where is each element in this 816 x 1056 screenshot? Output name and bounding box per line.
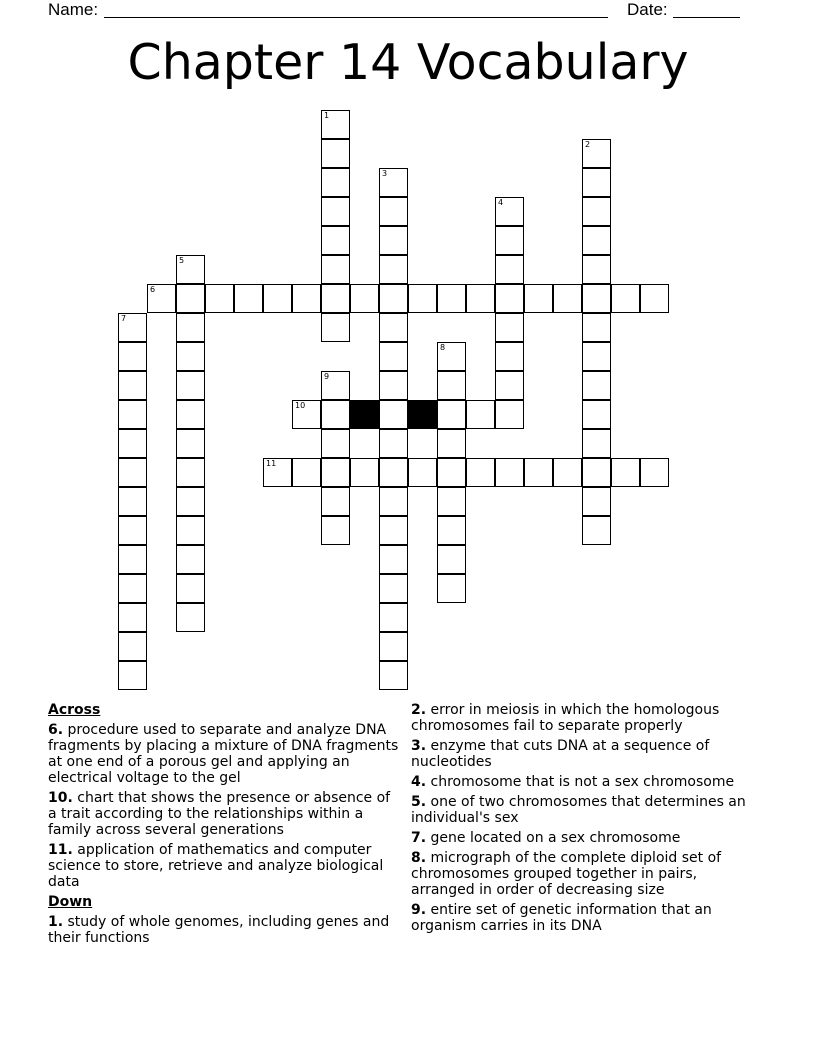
cell-number: 10 (295, 401, 306, 410)
clue-number: 5. (411, 794, 427, 810)
grid-cell[interactable] (176, 603, 205, 632)
grid-cell[interactable] (495, 284, 524, 313)
grid-cell[interactable] (147, 284, 176, 313)
down-heading: Down (48, 894, 93, 910)
grid-cell[interactable] (611, 284, 640, 313)
grid-cell[interactable] (437, 574, 466, 603)
grid-cell[interactable] (582, 487, 611, 516)
grid-cell[interactable] (321, 516, 350, 545)
grid-cell[interactable] (263, 284, 292, 313)
grid-cell[interactable] (321, 313, 350, 342)
grid-cell[interactable] (582, 400, 611, 429)
grid-cell[interactable] (495, 226, 524, 255)
grid-cell[interactable] (292, 458, 321, 487)
grid-cell[interactable] (495, 342, 524, 371)
grid-cell[interactable] (118, 545, 147, 574)
clue-number: 6. (48, 722, 64, 738)
clue-text: procedure used to separate and analyze DNA fragments by placing a mixture of DNA fragments at one end of a porous gel and applying an electrical voltage to the gel (48, 722, 399, 786)
grid-cell[interactable] (553, 458, 582, 487)
grid-cell[interactable] (176, 545, 205, 574)
page-title: Chapter 14 Vocabulary (127, 34, 689, 91)
grid-cell[interactable] (350, 458, 379, 487)
clue-text: micrograph of the complete diploid set of chromosomes grouped together in pairs, arranged in order of decreasing size (411, 850, 722, 898)
cell-number: 1 (324, 111, 330, 120)
grid-cell[interactable] (582, 429, 611, 458)
grid-cell[interactable] (553, 284, 582, 313)
clue-down-8 (411, 850, 761, 898)
clue-number: 11. (48, 842, 73, 858)
grid-cell[interactable] (466, 458, 495, 487)
black-cell (408, 400, 437, 429)
grid-cell[interactable] (118, 603, 147, 632)
grid-cell[interactable] (118, 342, 147, 371)
grid-cell[interactable] (321, 429, 350, 458)
grid-cell[interactable] (176, 313, 205, 342)
grid-cell[interactable] (176, 400, 205, 429)
name-label: Name: (48, 0, 99, 19)
grid-cell[interactable] (176, 371, 205, 400)
grid-cell[interactable] (176, 284, 205, 313)
grid-cell[interactable] (321, 284, 350, 313)
grid-cell[interactable] (263, 458, 292, 487)
clue-number: 3. (411, 738, 427, 754)
grid-cell[interactable] (437, 487, 466, 516)
date-label: Date: (627, 0, 668, 19)
grid-cell[interactable] (379, 168, 408, 197)
clue-text: one of two chromosomes that determines an individual's sex (411, 794, 746, 826)
grid-cell[interactable] (379, 603, 408, 632)
clue-number: 2. (411, 702, 427, 718)
grid-cell[interactable] (582, 168, 611, 197)
clue-across-11 (48, 842, 400, 890)
grid-cell[interactable] (176, 574, 205, 603)
grid-cell[interactable] (379, 226, 408, 255)
clue-down-9 (411, 902, 761, 934)
grid-cell[interactable] (524, 284, 553, 313)
grid-cell[interactable] (118, 400, 147, 429)
grid-cell[interactable] (379, 371, 408, 400)
clue-text: gene located on a sex chromosome (430, 830, 681, 846)
grid-cell[interactable] (437, 545, 466, 574)
grid-cell[interactable] (495, 371, 524, 400)
grid-cell[interactable] (466, 400, 495, 429)
grid-cell[interactable] (437, 516, 466, 545)
clue-across-6 (48, 722, 400, 786)
clue-text: enzyme that cuts DNA at a sequence of nucleotides (411, 738, 710, 770)
grid-cell[interactable] (379, 632, 408, 661)
grid-cell[interactable] (321, 458, 350, 487)
grid-cell[interactable] (582, 197, 611, 226)
grid-cell[interactable] (321, 487, 350, 516)
grid-cell[interactable] (379, 313, 408, 342)
cell-number: 4 (498, 198, 504, 207)
grid-cell[interactable] (379, 487, 408, 516)
clue-down-5 (411, 794, 761, 826)
clue-number: 10. (48, 790, 73, 806)
grid-cell[interactable] (582, 458, 611, 487)
grid-cell[interactable] (379, 429, 408, 458)
clue-number: 9. (411, 902, 427, 918)
clue-down-2 (411, 702, 761, 734)
grid-cell[interactable] (495, 313, 524, 342)
clue-text: entire set of genetic information that an organism carries in its DNA (411, 902, 712, 934)
grid-cell[interactable] (582, 313, 611, 342)
clues-left-column (48, 702, 400, 950)
grid-cell[interactable] (118, 661, 147, 690)
grid-cell[interactable] (234, 284, 263, 313)
grid-cell[interactable] (379, 574, 408, 603)
grid-cell[interactable] (582, 342, 611, 371)
clue-down-4 (411, 774, 761, 790)
grid-cell[interactable] (582, 284, 611, 313)
grid-cell[interactable] (466, 284, 495, 313)
grid-cell[interactable] (118, 516, 147, 545)
grid-cell[interactable] (437, 284, 466, 313)
cell-number: 7 (121, 314, 127, 323)
clue-across-10 (48, 790, 400, 838)
grid-cell[interactable] (437, 400, 466, 429)
cell-number: 2 (585, 140, 591, 149)
grid-cell[interactable] (379, 342, 408, 371)
clue-down-1 (48, 914, 400, 946)
clue-text: chart that shows the presence or absence of a trait according to the relationships within a family across several generations (48, 790, 391, 838)
grid-cell[interactable] (176, 516, 205, 545)
grid-cell[interactable] (437, 458, 466, 487)
grid-cell[interactable] (118, 632, 147, 661)
cell-number: 8 (440, 343, 446, 352)
clue-number: 7. (411, 830, 427, 846)
grid-cell[interactable] (176, 429, 205, 458)
clue-text: study of whole genomes, including genes and their functions (48, 914, 390, 946)
clue-text: chromosome that is not a sex chromosome (430, 774, 735, 790)
grid-cell[interactable] (379, 458, 408, 487)
grid-cell[interactable] (321, 400, 350, 429)
grid-cell[interactable] (495, 197, 524, 226)
grid-cell[interactable] (321, 226, 350, 255)
grid-cell[interactable] (176, 458, 205, 487)
grid-cell[interactable] (611, 458, 640, 487)
grid-cell[interactable] (582, 139, 611, 168)
grid-cell[interactable] (350, 284, 379, 313)
clue-text: error in meiosis in which the homologous chromosomes fail to separate properly (411, 702, 720, 734)
grid-cell[interactable] (582, 371, 611, 400)
grid-cell[interactable] (582, 255, 611, 284)
cell-number: 11 (266, 459, 277, 468)
grid-cell[interactable] (379, 284, 408, 313)
cell-number: 3 (382, 169, 388, 178)
grid-cell[interactable] (408, 284, 437, 313)
grid-cell[interactable] (321, 168, 350, 197)
grid-cell[interactable] (524, 458, 553, 487)
grid-cell[interactable] (321, 371, 350, 400)
grid-cell[interactable] (176, 255, 205, 284)
grid-cell[interactable] (292, 400, 321, 429)
grid-cell[interactable] (495, 400, 524, 429)
clue-down-3 (411, 738, 761, 770)
grid-cell[interactable] (321, 197, 350, 226)
grid-cell[interactable] (582, 226, 611, 255)
cell-number: 9 (324, 372, 330, 381)
grid-cell[interactable] (408, 458, 437, 487)
grid-cell[interactable] (640, 458, 669, 487)
clue-text: application of mathematics and computer science to store, retrieve and analyze biological data (48, 842, 384, 890)
grid-cell[interactable] (582, 516, 611, 545)
across-heading: Across (48, 702, 101, 718)
grid-cell[interactable] (437, 429, 466, 458)
grid-cell[interactable] (321, 110, 350, 139)
grid-cell[interactable] (321, 255, 350, 284)
clue-number: 1. (48, 914, 64, 930)
grid-cell[interactable] (176, 487, 205, 516)
grid-cell[interactable] (495, 255, 524, 284)
grid-cell[interactable] (176, 342, 205, 371)
grid-cell[interactable] (379, 400, 408, 429)
grid-cell[interactable] (379, 545, 408, 574)
grid-cell[interactable] (495, 458, 524, 487)
grid-cell[interactable] (292, 284, 321, 313)
clues-right-column (411, 702, 761, 938)
grid-cell[interactable] (118, 371, 147, 400)
grid-cell[interactable] (379, 516, 408, 545)
black-cell (350, 400, 379, 429)
grid-cell[interactable] (379, 197, 408, 226)
grid-cell[interactable] (640, 284, 669, 313)
grid-cell[interactable] (379, 255, 408, 284)
grid-cell[interactable] (437, 371, 466, 400)
clue-down-7 (411, 830, 761, 846)
grid-cell[interactable] (118, 458, 147, 487)
grid-cell[interactable] (205, 284, 234, 313)
grid-cell[interactable] (321, 139, 350, 168)
cell-number: 6 (150, 285, 156, 294)
grid-cell[interactable] (118, 313, 147, 342)
grid-cell[interactable] (118, 487, 147, 516)
grid-cell[interactable] (437, 342, 466, 371)
clue-number: 4. (411, 774, 427, 790)
grid-cell[interactable] (118, 574, 147, 603)
grid-cell[interactable] (379, 661, 408, 690)
grid-cell[interactable] (118, 429, 147, 458)
clue-number: 8. (411, 850, 427, 866)
cell-number: 5 (179, 256, 185, 265)
